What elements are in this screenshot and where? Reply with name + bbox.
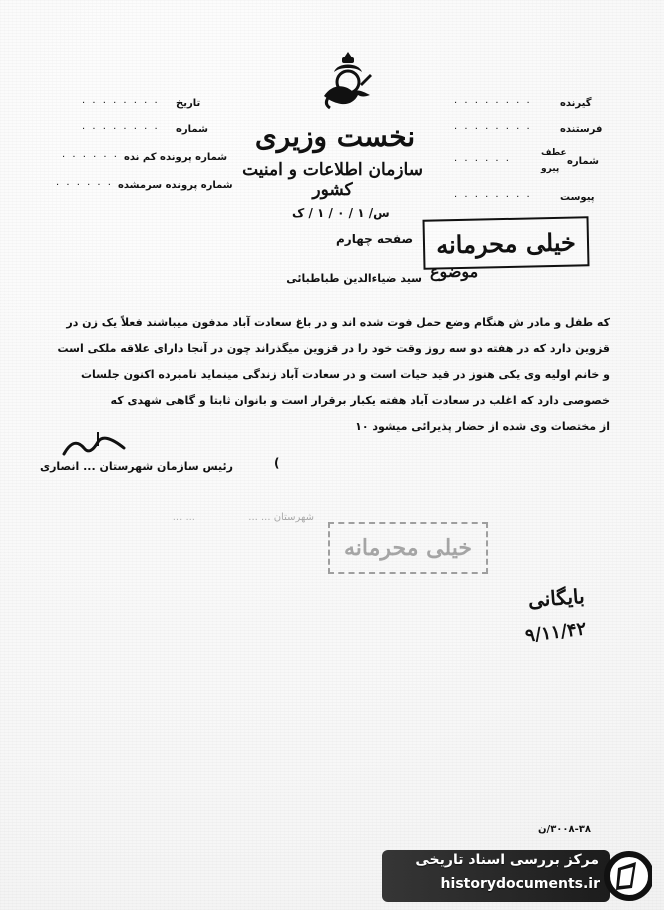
faint-handwriting: ... ... <box>172 512 195 523</box>
lion-and-sun-emblem-icon <box>312 46 384 116</box>
left-field-label: شماره پرونده کم نده <box>124 152 228 163</box>
document-body <box>50 310 610 440</box>
body-line: خصوصی دارد که اغلب در سعادت آباد هفته یکبار برقرار است و بانوان ثابتا و گاهی شهدی که <box>110 394 610 407</box>
signer-title: رئیس سازمان شهرستان ... انصاری <box>40 460 233 473</box>
left-field-label: تاریخ <box>176 98 201 109</box>
body-line: و خانم اولیه وی یکی هنوز در قید حیات است و در سعادت آباد زندگی مینماید نامبرده اکنون جلسات <box>80 368 610 381</box>
body-line: قزوین دارد که در هفته دو سه روز وقت خود را در قزوین میگذراند چون در آنجا دارای علاقه ملکی است <box>57 342 610 355</box>
right-field-label: گیرنده <box>560 98 592 109</box>
handwritten-date: ۹/۱۱/۴۲ <box>523 618 588 647</box>
left-field-label: شماره <box>176 124 208 135</box>
reference-subfield-label: پیرو <box>541 164 560 174</box>
handwritten-note: بایگانی <box>527 584 586 612</box>
field-placeholder-dots: · · · · · · · · <box>454 192 532 203</box>
field-placeholder-dots: · · · · · · · · <box>82 98 160 109</box>
right-field-label: پیوست <box>560 192 595 203</box>
faint-confidential-stamp-text: خیلی محرمانه <box>343 535 473 561</box>
confidential-stamp-text: خیلی محرمانه <box>435 227 577 259</box>
field-placeholder-dots: · · · · · · · · <box>454 124 532 135</box>
footer-logo-url[interactable]: historydocuments.ir <box>440 876 600 892</box>
org-subtitle: سازمان اطلاعات و امنیت کشور <box>242 160 423 200</box>
reference-code: س/ ۱ / ۰ / ۱ / ک <box>292 206 390 220</box>
left-field-label: شماره پرونده سرمشده <box>118 180 233 191</box>
field-placeholder-dots: · · · · · · · · <box>82 124 160 135</box>
page-number: صفحه چهارم <box>336 232 414 246</box>
right-field-label: فرستنده <box>560 124 603 135</box>
field-placeholder-dots: · · · · · · <box>56 180 113 191</box>
body-line: که طفل و مادر ش هنگام وضع حمل فوت شده اند و در باغ سعادت آباد مدفون میباشند فعلاً یک زن در <box>66 316 610 329</box>
faint-handwriting: شهرستان ... ... <box>248 512 314 523</box>
field-placeholder-dots: · · · · · · · · <box>454 98 532 109</box>
subject-value: سید ضیاءالدین طباطبائی <box>286 272 422 285</box>
field-placeholder-dots: · · · · · · <box>454 156 511 167</box>
subject-label: موضوع <box>430 262 479 281</box>
right-field-label: شماره <box>567 156 599 167</box>
signature-mark-icon <box>60 432 130 462</box>
document-number: ۳۰۰۸-۳۸/ن <box>538 824 591 835</box>
faint-confidential-stamp <box>328 522 488 574</box>
org-title: نخست وزیری <box>254 120 416 153</box>
footer-logo-title: مرکز بررسی اسناد تاریخی <box>415 852 599 868</box>
body-line: از مختصات وی شده از حضار پذیرائی میشود ۱۰ <box>355 420 610 433</box>
reference-subfield-label: عطف <box>541 148 567 158</box>
field-placeholder-dots: · · · · · · <box>62 152 119 163</box>
signature-paren: ( <box>274 456 280 470</box>
